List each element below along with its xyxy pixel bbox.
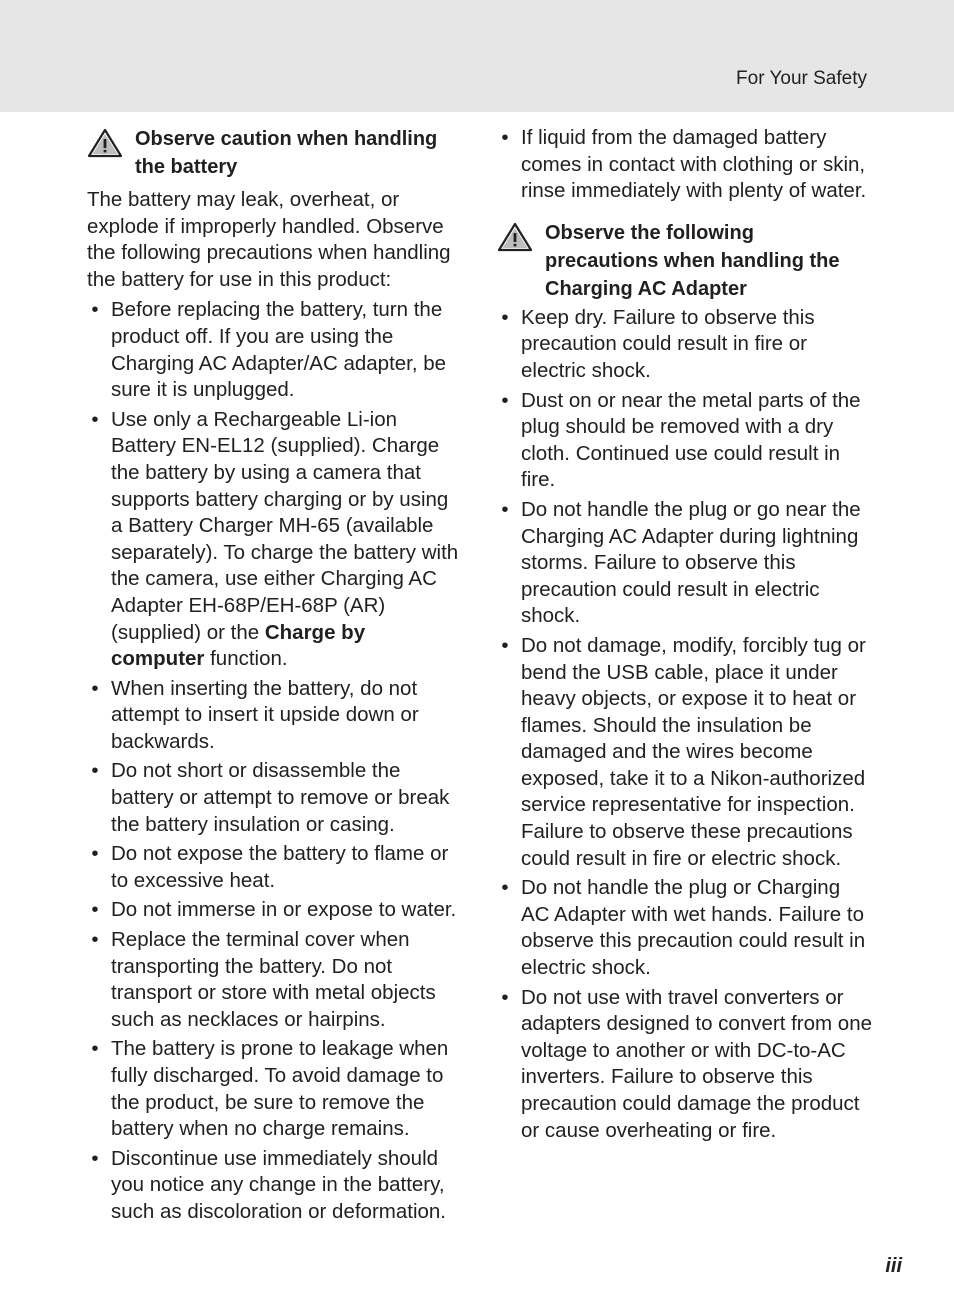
list-item: • Do not damage, modify, forcibly tug or bend the USB cable, place it under heavy objects, or expose it to heat or flames. Should the insulation be damaged and the wires become exposed, take it to a Nikon-authorized service representative for inspection. Failure to observe these precautions could result in fire or electric shock. — [497, 633, 872, 872]
bullet-glyph: • — [91, 298, 99, 322]
right-column — [497, 125, 872, 1147]
list-item: • Do not expose the battery to flame or to excessive heat. — [87, 841, 462, 894]
bullet-glyph: • — [501, 985, 509, 1009]
page-number: iii — [885, 1255, 902, 1277]
battery-precautions-list — [87, 297, 462, 1225]
list-item: • Do not use with travel converters or adapters designed to convert from one voltage to another or with DC-to-AC inverters. Failure to observe this precaution could damage the product or cause overheating or fire. — [497, 985, 872, 1145]
left-column — [87, 125, 462, 1229]
bullet-glyph: • — [91, 759, 99, 783]
header-band — [0, 0, 954, 112]
bullet-glyph: • — [91, 1146, 99, 1170]
list-item: • Replace the terminal cover when transporting the battery. Do not transport or store with metal objects such as necklaces or hairpins. — [87, 927, 462, 1033]
bullet-glyph: • — [91, 928, 99, 952]
list-item: • The battery is prone to leakage when fully discharged. To avoid damage to the product, be sure to remove the battery when no charge remains. — [87, 1036, 462, 1142]
adapter-caution-heading — [497, 219, 872, 303]
bullet-glyph: • — [501, 633, 509, 657]
list-item: • Do not handle the plug or Charging AC Adapter with wet hands. Failure to observe this precaution could result in electric shock. — [497, 875, 872, 981]
bullet-glyph: • — [501, 126, 509, 149]
adapter-precautions-list — [497, 305, 872, 1144]
list-item: • Do not short or disassemble the battery or attempt to remove or break the battery insulation or casing. — [87, 758, 462, 838]
battery-intro: The battery may leak, overheat, or explode if improperly handled. Observe the following precautions when handling the battery for use in this product: — [87, 188, 451, 291]
heading-text: Observe caution when handling the battery — [135, 128, 438, 178]
charge-by-computer-term: Charge by computer — [111, 620, 366, 671]
bullet-glyph: • — [91, 842, 99, 866]
list-item: • Before replacing the battery, turn the product off. If you are using the Charging AC Adapter/AC adapter, be sure it is unplugged. — [87, 297, 462, 403]
bullet-glyph: • — [91, 1037, 99, 1061]
list-item: • Use only a Rechargeable Li-ion Battery EN-EL12 (supplied). Charge the battery by using a camera that supports battery charging or by using a Battery Charger MH-65 (available separately). To charge the battery with the camera, use either Charging AC Adapter EH-68P/EH-68P (AR) (supplied) or the Charge by computer function. — [87, 407, 462, 673]
battery-caution-heading — [87, 125, 462, 181]
bullet-glyph: • — [91, 676, 99, 700]
warning-triangle-icon — [87, 128, 123, 158]
bullet-glyph: • — [501, 497, 509, 521]
bullet-glyph: • — [501, 305, 509, 329]
section-title: For Your Safety — [736, 68, 867, 89]
list-item: • Do not handle the plug or go near the Charging AC Adapter during lightning storms. Failure to observe this precaution could result in electric shock. — [497, 497, 872, 630]
bullet-glyph: • — [91, 407, 99, 431]
list-item: • Dust on or near the metal parts of the plug should be removed with a dry cloth. Continued use could result in fire. — [497, 388, 872, 494]
list-item: • When inserting the battery, do not attempt to insert it upside down or backwards. — [87, 676, 462, 756]
battery-continued-list — [497, 125, 872, 205]
bullet-glyph: • — [501, 388, 509, 412]
list-item: • Keep dry. Failure to observe this precaution could result in fire or electric shock. — [497, 305, 872, 385]
bullet-glyph: • — [501, 876, 509, 900]
list-item: • Do not immerse in or expose to water. — [87, 897, 462, 924]
bullet-glyph: • — [91, 898, 99, 922]
list-item: • If liquid from the damaged battery comes in contact with clothing or skin, rinse immediately with plenty of water. — [497, 125, 872, 205]
list-item: • Discontinue use immediately should you notice any change in the battery, such as discoloration or deformation. — [87, 1146, 462, 1226]
warning-triangle-icon — [497, 222, 533, 252]
heading-text: Observe the following precautions when handling the Charging AC Adapter — [545, 221, 840, 300]
